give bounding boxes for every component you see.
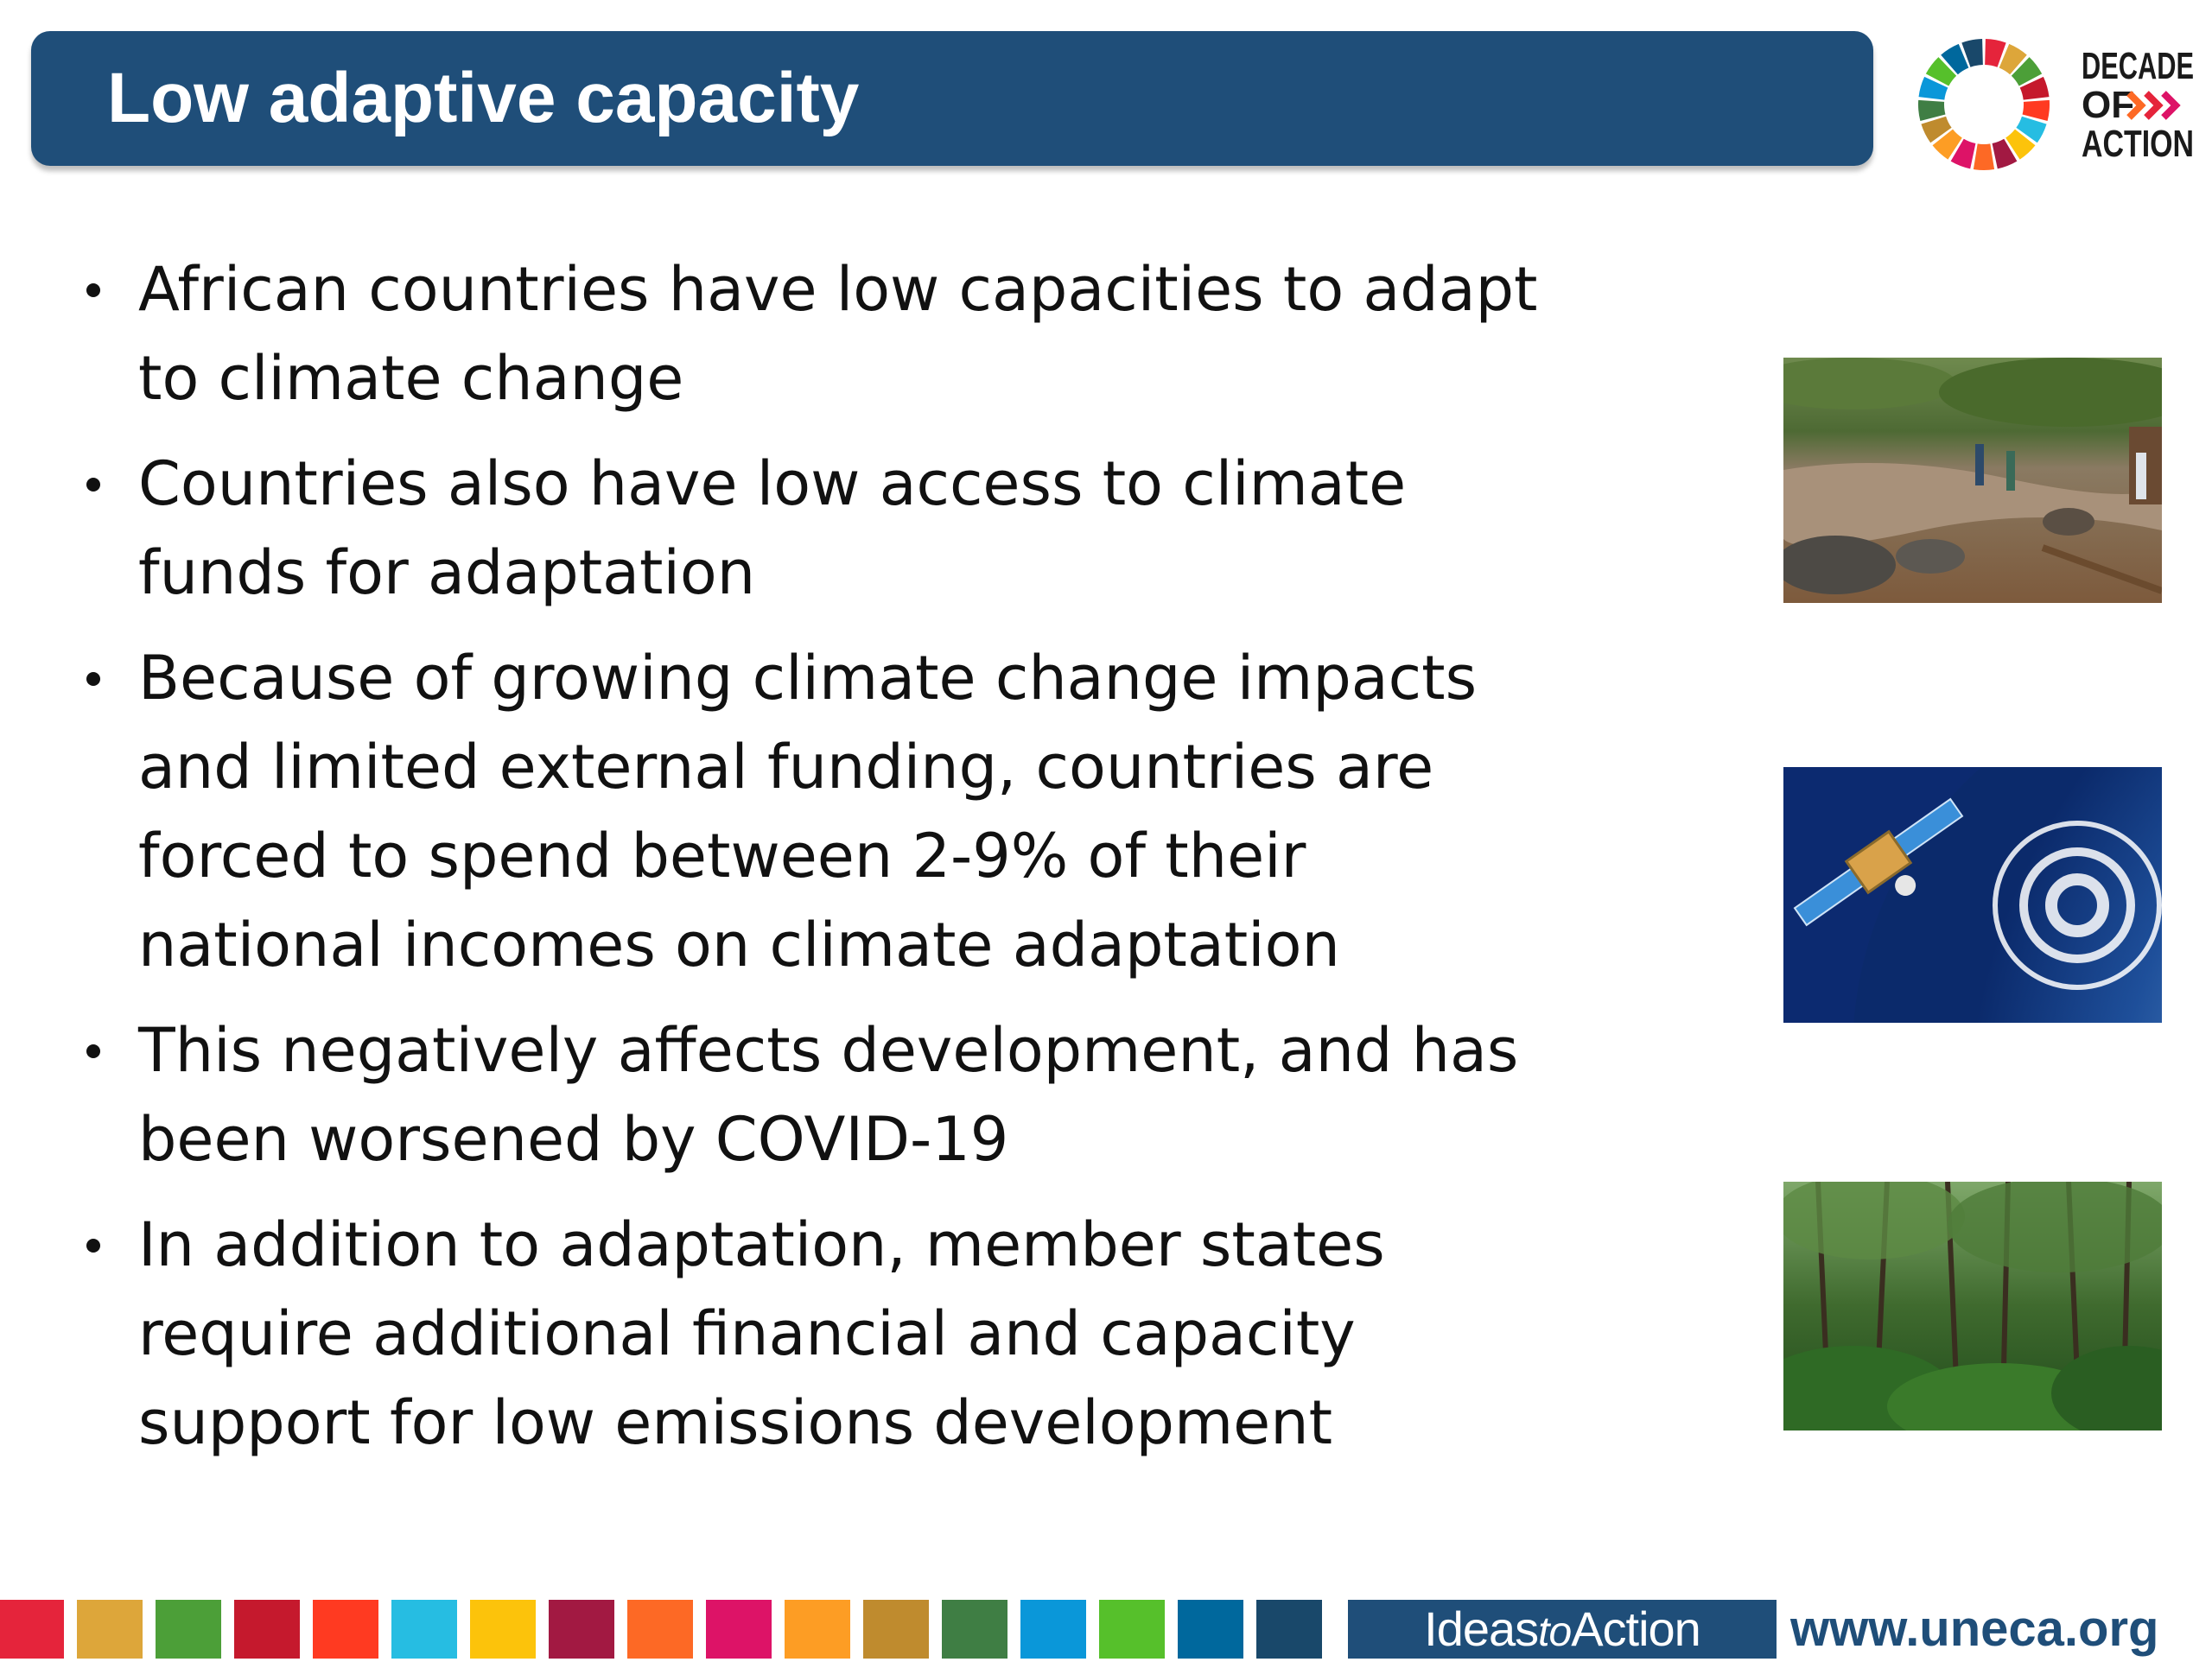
to-word: to bbox=[1538, 1609, 1572, 1655]
footer-color-segment bbox=[1099, 1600, 1165, 1659]
footer-color-segment bbox=[1178, 1600, 1243, 1659]
title-bar bbox=[31, 31, 1873, 166]
flood-damage-photo bbox=[1783, 358, 2162, 603]
footer-color-segment bbox=[863, 1600, 929, 1659]
logo-line-of: OF bbox=[2082, 84, 2135, 126]
bullet-item: This negatively affects development, and has been worsened by COVID-19 bbox=[79, 1006, 1548, 1184]
footer-color-segment bbox=[234, 1600, 300, 1659]
footer-color-segment bbox=[549, 1600, 614, 1659]
sdg-wheel-segment bbox=[2023, 100, 2050, 121]
sdg-wheel-segment bbox=[1974, 143, 1994, 170]
action-word: Action bbox=[1571, 1602, 1700, 1656]
logo-arrows-icon bbox=[2129, 93, 2176, 117]
footer-color-segment bbox=[627, 1600, 693, 1659]
bullet-item: Because of growing climate change impacts and limited external funding, countries are forced to spend between 2-9% of their national incomes on climate adaptation bbox=[79, 634, 1548, 990]
decade-of-action-logo bbox=[1915, 31, 2200, 178]
footer-color-segment bbox=[391, 1600, 457, 1659]
footer-color-segment bbox=[1256, 1600, 1322, 1659]
footer-color-segment bbox=[313, 1600, 378, 1659]
sdg-wheel-segment bbox=[1918, 100, 1945, 121]
footer-color-segment bbox=[470, 1600, 536, 1659]
footer-color-segment bbox=[785, 1600, 850, 1659]
footer-color-segment bbox=[1020, 1600, 1086, 1659]
logo-line-action: ACTION bbox=[2082, 123, 2194, 165]
footer-color-segment bbox=[942, 1600, 1007, 1659]
ideas-to-action-badge bbox=[1348, 1600, 1777, 1659]
footer-url[interactable]: www.uneca.org bbox=[1790, 1601, 2159, 1657]
bullet-item: African countries have low capacities to adapt to climate change bbox=[79, 245, 1548, 423]
ideas-word: Ideas bbox=[1424, 1602, 1539, 1656]
logo-line-decade: DECADE bbox=[2082, 45, 2194, 87]
footer-color-segment bbox=[77, 1600, 143, 1659]
bullet-item: Countries also have low access to climate funds for adaptation bbox=[79, 440, 1548, 618]
satellite-earth-photo bbox=[1783, 767, 2162, 1023]
footer-color-segment bbox=[0, 1600, 64, 1659]
footer-color-segment bbox=[706, 1600, 772, 1659]
footer-bar bbox=[0, 1600, 2212, 1659]
footer-color-segment bbox=[156, 1600, 221, 1659]
sdg-wheel-icon bbox=[1915, 31, 2200, 178]
bullet-list bbox=[79, 245, 1548, 1484]
bullet-item: In addition to adaptation, member states require additional financial and capacity support for low emissions development bbox=[79, 1201, 1548, 1468]
forest-photo bbox=[1783, 1182, 2162, 1430]
slide-title: Low adaptive capacity bbox=[107, 59, 860, 137]
